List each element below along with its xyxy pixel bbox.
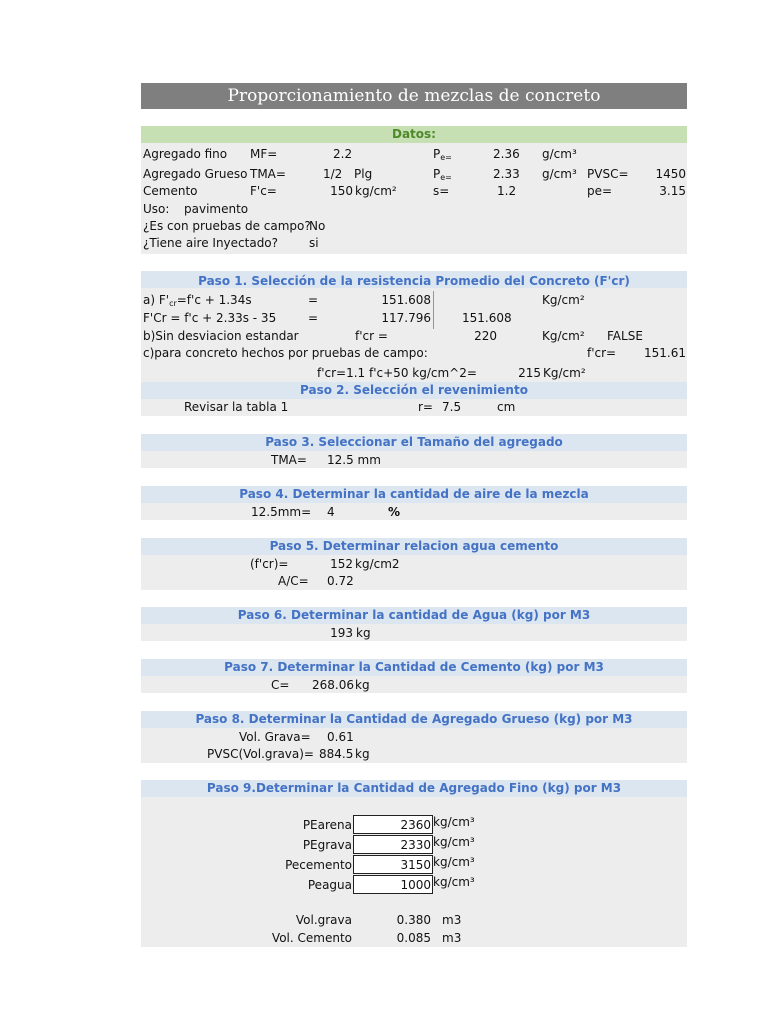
paso3-header: Paso 3. Seleccionar el Tamaño del agregado xyxy=(265,435,563,449)
uso-value: pavimento xyxy=(184,202,249,216)
paso9-label-grava: PEgrava xyxy=(302,838,352,852)
datos-header: Datos: xyxy=(392,127,436,141)
sheet-title: Proporcionamiento de mezclas de concreto xyxy=(141,83,687,109)
fino-mf-key: MF= xyxy=(250,147,278,161)
paso1-e-unit: Kg/cm² xyxy=(543,366,586,380)
paso1-c-unit: Kg/cm² xyxy=(542,329,585,343)
paso7-value: 268.06 xyxy=(312,678,354,692)
pruebas-label: ¿Es con pruebas de campo? xyxy=(143,219,311,233)
fino-pe-unit: g/cm³ xyxy=(542,147,577,161)
paso9-volgrava-unit: m3 xyxy=(442,913,462,927)
grueso-pvsc-key: PVSC= xyxy=(587,167,629,181)
paso9-cell-arena[interactable]: 2360 xyxy=(353,815,433,834)
paso8-pvsc-key: PVSC(Vol.grava)= xyxy=(207,747,314,761)
paso1-b-formula: F'Cr = f'c + 2.33s - 35 xyxy=(143,311,277,325)
fino-label: Agregado fino xyxy=(143,147,228,161)
paso1-b-eq: = xyxy=(308,311,319,325)
paso1-d-value: 151.61 xyxy=(644,346,686,360)
paso9-unit-arena: kg/cm³ xyxy=(433,815,475,829)
paso2-key: r= xyxy=(418,400,433,414)
paso9-label-arena: PEarena xyxy=(302,818,352,832)
paso9-unit-cemento: kg/cm³ xyxy=(433,855,475,869)
paso9-header: Paso 9.Determinar la Cantidad de Agregado Fino (kg) por M3 xyxy=(206,781,622,795)
paso1-d-label: c)para concreto hechos por pruebas de campo: xyxy=(143,346,428,360)
paso6-unit: kg xyxy=(356,626,371,640)
pruebas-value: No xyxy=(309,219,326,233)
grueso-label: Agregado Grueso xyxy=(143,167,248,181)
paso2-header: Paso 2. Selección el revenimiento xyxy=(300,383,528,397)
paso9-volgrava-label: Vol.grava xyxy=(295,913,352,927)
paso1-divider xyxy=(433,291,434,329)
paso1-c-label: b)Sin desviacion estandar xyxy=(143,329,299,343)
paso1-c-key: f'cr = xyxy=(355,329,388,343)
paso3-body xyxy=(141,451,687,468)
paso7-unit: kg xyxy=(355,678,370,692)
fino-pe-value: 2.36 xyxy=(493,147,520,161)
paso4-body xyxy=(141,503,687,520)
paso9-volcemento-value: 0.085 xyxy=(396,931,431,945)
grueso-tma-key: TMA= xyxy=(250,167,286,181)
grueso-pvsc-value: 1450 xyxy=(655,167,686,181)
grueso-tma-value: 1/2 xyxy=(323,167,343,181)
cemento-pe-key: pe= xyxy=(587,184,613,198)
paso7-header: Paso 7. Determinar la Cantidad de Cemento (kg) por M3 xyxy=(224,660,604,674)
paso2-unit: cm xyxy=(497,400,516,414)
paso9-cell-grava[interactable]: 2330 xyxy=(353,835,433,854)
paso5-fcr-unit: kg/cm2 xyxy=(355,557,400,571)
paso1-a-unit: Kg/cm² xyxy=(542,293,585,307)
paso9-cell-agua[interactable]: 1000 xyxy=(353,875,433,894)
paso4-value: 4 xyxy=(327,505,335,519)
paso5-header: Paso 5. Determinar relacion agua cemento xyxy=(269,539,559,553)
paso8-pvsc-value: 884.5 xyxy=(319,747,354,761)
grueso-pe-key: $P_{e=}$ xyxy=(433,167,452,182)
paso2-value: 7.5 xyxy=(442,400,462,414)
paso8-pvsc-unit: kg xyxy=(355,747,370,761)
paso1-a-formula: a) $F'_{cr}=f'c + 1.34s$ xyxy=(143,293,252,308)
paso1-d-key: f'cr= xyxy=(587,346,617,360)
paso8-vol-key: Vol. Grava= xyxy=(239,730,311,744)
paso1-a-eq: = xyxy=(308,293,319,307)
paso9-label-cemento: Pecemento xyxy=(285,858,352,872)
paso1-c-flag: FALSE xyxy=(607,329,643,343)
paso5-ac-key: A/C= xyxy=(278,574,309,588)
paso5-ac-value: 0.72 xyxy=(327,574,354,588)
paso9-volgrava-value: 0.380 xyxy=(396,913,431,927)
paso7-body xyxy=(141,676,687,693)
cemento-fc-unit: kg/cm² xyxy=(355,184,397,198)
cemento-fc-key: F'c= xyxy=(250,184,277,198)
paso1-e-formula: f'cr=1.1 f'c+50 kg/cm^2= xyxy=(317,366,477,380)
paso5-fcr-value: 152 xyxy=(330,557,353,571)
paso5-body xyxy=(141,555,687,590)
uso-label: Uso: xyxy=(143,202,170,216)
paso3-key: TMA= xyxy=(271,453,307,467)
fino-mf-value: 2.2 xyxy=(333,147,353,161)
paso5-fcr-key: (f'cr)= xyxy=(250,557,289,571)
paso9-volcemento-unit: m3 xyxy=(442,931,462,945)
paso8-vol-value: 0.61 xyxy=(327,730,354,744)
paso4-header: Paso 4. Determinar la cantidad de aire de la mezcla xyxy=(239,487,589,501)
paso9-label-agua: Peagua xyxy=(307,878,352,892)
paso9-unit-agua: kg/cm³ xyxy=(433,875,475,889)
aire-label: ¿Tiene aire Inyectado? xyxy=(143,236,279,250)
paso9-unit-grava: kg/cm³ xyxy=(433,835,475,849)
cemento-s-value: 1.2 xyxy=(497,184,517,198)
grueso-tma-unit: Plg xyxy=(354,167,373,181)
paso7-key: C= xyxy=(271,678,290,692)
paso2-label: Revisar la tabla 1 xyxy=(184,400,289,414)
aire-value: si xyxy=(309,236,319,250)
cemento-s-key: s= xyxy=(433,184,450,198)
fino-pe-key: $P_{e=}$ xyxy=(433,147,452,162)
grueso-pe-unit: g/cm³ xyxy=(542,167,577,181)
paso1-e-value: 215 xyxy=(518,366,541,380)
paso6-header: Paso 6. Determinar la cantidad de Agua (kg) por M3 xyxy=(237,608,591,622)
paso9-cell-cemento[interactable]: 3150 xyxy=(353,855,433,874)
cemento-pe-value: 3.15 xyxy=(659,184,686,198)
cemento-label: Cemento xyxy=(143,184,198,198)
paso3-value: 12.5 mm xyxy=(327,453,381,467)
paso1-b-value: 117.796 xyxy=(381,311,431,325)
paso1-c-value: 220 xyxy=(474,329,497,343)
paso9-volcemento-label: Vol. Cemento xyxy=(271,931,352,945)
paso4-unit: % xyxy=(388,505,401,519)
paso1-a-value: 151.608 xyxy=(381,293,431,307)
paso4-key: 12.5mm= xyxy=(251,505,312,519)
paso1-b-max: 151.608 xyxy=(462,311,512,325)
paso6-value: 193 xyxy=(330,626,353,640)
paso6-body xyxy=(141,624,687,641)
grueso-pe-value: 2.33 xyxy=(493,167,520,181)
paso1-header: Paso 1. Selección de la resistencia Promedio del Concreto (F'cr) xyxy=(198,274,630,288)
paso8-header: Paso 8. Determinar la Cantidad de Agregado Grueso (kg) por M3 xyxy=(195,712,633,726)
cemento-fc-value: 150 xyxy=(330,184,353,198)
